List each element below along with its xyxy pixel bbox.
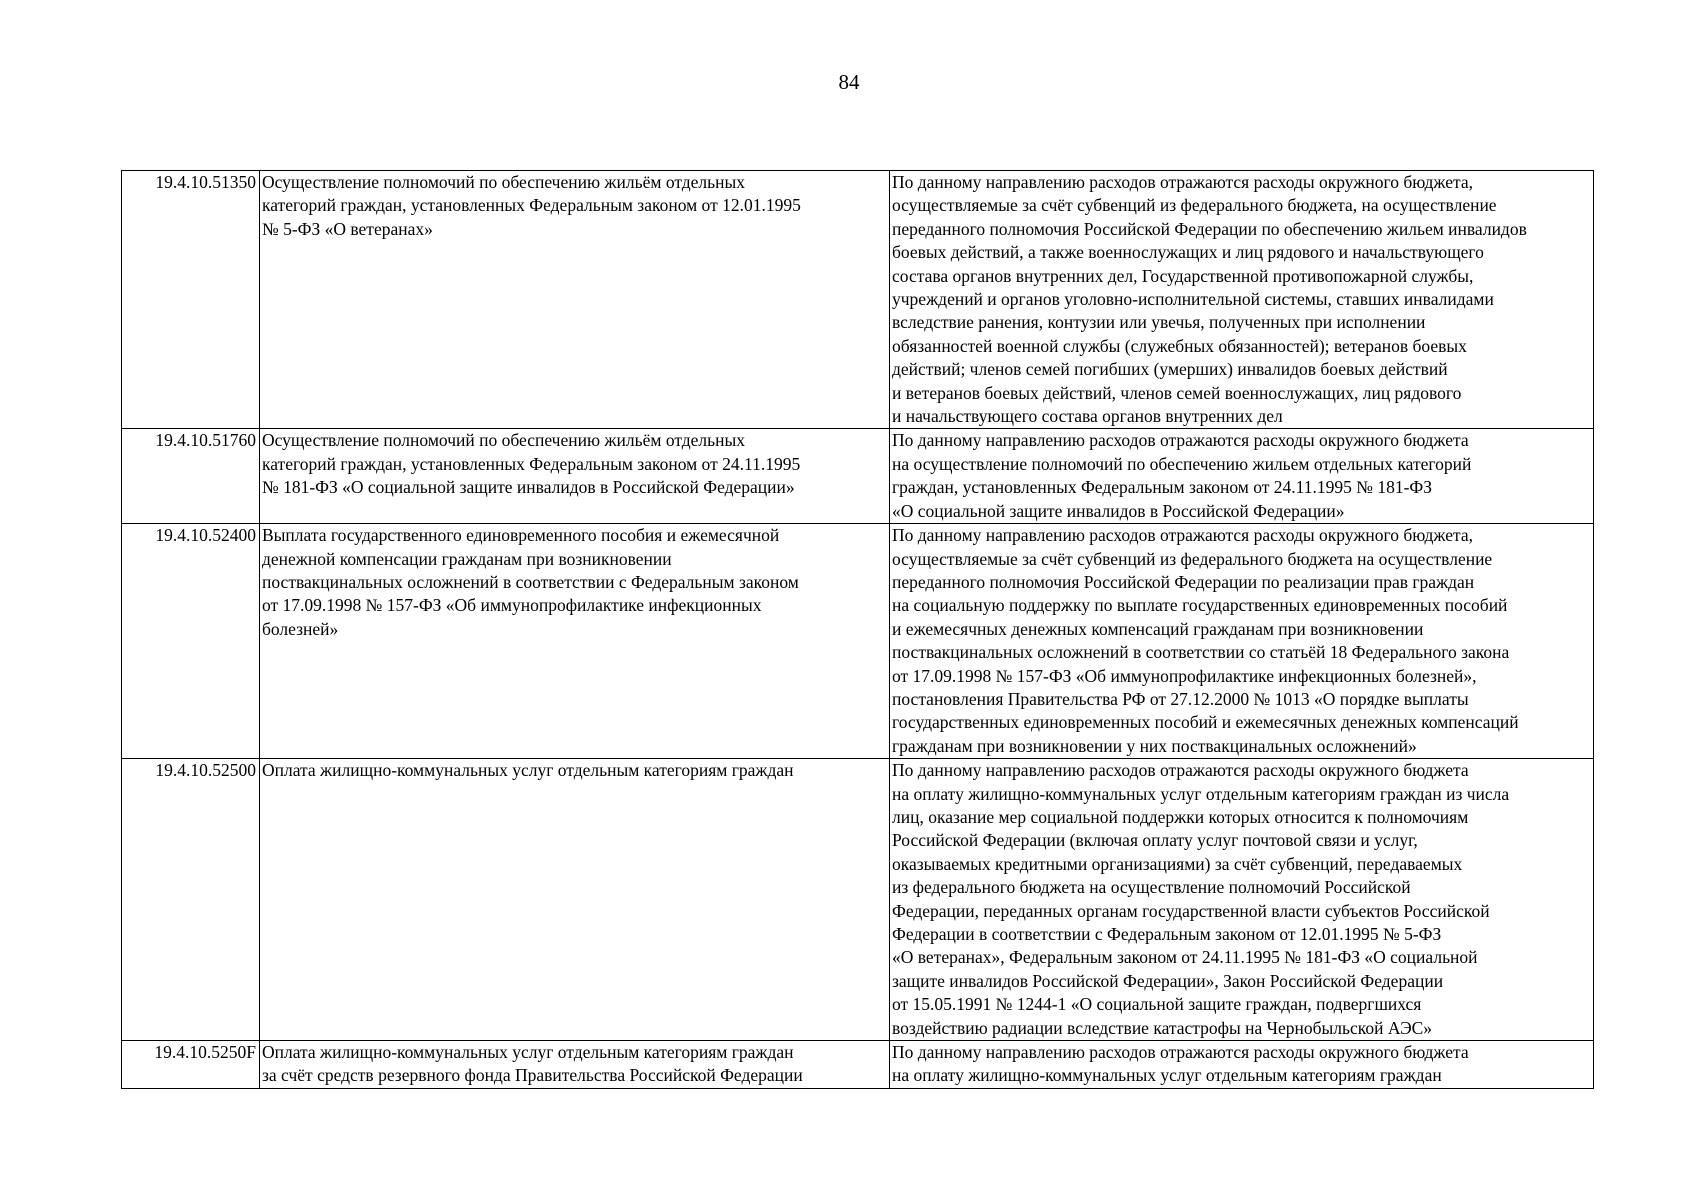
row-code-cell: 19.4.10.51760	[122, 429, 260, 524]
name-line: болезней»	[262, 618, 339, 639]
description-line: По данному направлению расходов отражаются расходы окружного бюджета,	[892, 172, 1474, 192]
description-line: от 17.09.1998 № 157-ФЗ «Об иммунопрофилактике инфекционных болезней»,	[892, 665, 1477, 686]
description-line: состава органов внутренних дел, Государственной противопожарной службы,	[892, 265, 1474, 286]
description-line: «О социальной защите инвалидов в Российской Федерации»	[892, 500, 1345, 521]
description-line: гражданам при возникновении у них поствакцинальных осложнений»	[892, 735, 1417, 756]
description-line: на осуществление полномочий по обеспечению жильем отдельных категорий	[892, 453, 1472, 474]
row-name-cell	[260, 524, 890, 759]
row-description-cell	[890, 524, 1594, 759]
description-line: граждан, установленных Федеральным законом от 24.11.1995 № 181-ФЗ	[892, 477, 1433, 498]
description-line: государственных единовременных пособий и ежемесячных денежных компенсаций	[892, 712, 1519, 733]
description-line: переданного полномочия Российской Федерации по реализации прав граждан	[892, 571, 1475, 592]
description-line: По данному направлению расходов отражаются расходы окружного бюджета	[892, 430, 1469, 451]
description-line: воздействию радиации вследствие катастрофы на Чернобыльской АЭС»	[892, 1017, 1433, 1038]
name-line: Оплата жилищно-коммунальных услуг отдельным категориям граждан	[262, 1042, 794, 1063]
description-line: осуществляемые за счёт субвенций из федерального бюджета, на осуществление	[892, 195, 1497, 216]
description-line: вследствие ранения, контузии или увечья, полученных при исполнении	[892, 312, 1426, 333]
row-name-cell	[260, 1041, 890, 1089]
name-line: денежной компенсации гражданам при возникновении	[262, 548, 672, 569]
table-row	[122, 1041, 1594, 1089]
table-row	[122, 171, 1594, 429]
name-line: Осуществление полномочий по обеспечению жильём отдельных	[262, 172, 746, 192]
table-row	[122, 429, 1594, 524]
table-row	[122, 524, 1594, 759]
row-description-cell	[890, 1041, 1594, 1089]
description-line: на оплату жилищно-коммунальных услуг отдельным категориям граждан из числа	[892, 783, 1510, 804]
row-name-cell	[260, 429, 890, 524]
name-line: № 5-ФЗ «О ветеранах»	[262, 218, 433, 239]
row-description-cell	[890, 171, 1594, 429]
row-description-cell	[890, 429, 1594, 524]
description-line: действий; членов семей погибших (умерших) инвалидов боевых действий	[892, 359, 1448, 380]
description-line: Российской Федерации (включая оплату услуг почтовой связи и услуг,	[892, 830, 1418, 851]
description-line: По данному направлению расходов отражаются расходы окружного бюджета,	[892, 525, 1474, 546]
row-description-cell	[890, 759, 1594, 1041]
row-code-cell: 19.4.10.5250F	[122, 1041, 260, 1089]
row-name-cell	[260, 759, 890, 1041]
description-line: поствакцинальных осложнений в соответствии со статьёй 18 Федерального закона	[892, 642, 1510, 663]
name-line: категорий граждан, установленных Федеральным законом от 24.11.1995	[262, 453, 801, 474]
description-line: «О ветеранах», Федеральным законом от 24.11.1995 № 181-ФЗ «О социальной	[892, 947, 1478, 968]
description-line: защите инвалидов Российской Федерации», Закон Российской Федерации	[892, 970, 1444, 991]
row-code-cell: 19.4.10.51350	[122, 171, 260, 429]
description-line: По данному направлению расходов отражаются расходы окружного бюджета	[892, 1042, 1469, 1063]
name-line: Осуществление полномочий по обеспечению жильём отдельных	[262, 430, 746, 451]
name-line: за счёт средств резервного фонда Правительства Российской Федерации	[262, 1065, 803, 1086]
description-line: на оплату жилищно-коммунальных услуг отдельным категориям граждан	[892, 1065, 1442, 1086]
description-line: лиц, оказание мер социальной поддержки которых относится к полномочиям	[892, 806, 1469, 827]
table-row	[122, 759, 1594, 1041]
description-line: По данному направлению расходов отражаются расходы окружного бюджета	[892, 760, 1469, 781]
name-line: Оплата жилищно-коммунальных услуг отдельным категориям граждан	[262, 760, 794, 781]
description-line: и ежемесячных денежных компенсаций гражданам при возникновении	[892, 618, 1424, 639]
description-line: от 15.05.1991 № 1244-1 «О социальной защите граждан, подвергшихся	[892, 994, 1422, 1015]
description-line: оказываемых кредитными организациями) за счёт субвенций, передаваемых	[892, 853, 1463, 874]
description-line: переданного полномочия Российской Федерации по обеспечению жильем инвалидов	[892, 218, 1527, 239]
description-line: Федерации в соответствии с Федеральным законом от 12.01.1995 № 5-ФЗ	[892, 924, 1442, 944]
description-line: Федерации, переданных органам государственной власти субъектов Российской	[892, 900, 1490, 921]
description-line: постановления Правительства РФ от 27.12.2000 № 1013 «О порядке выплаты	[892, 688, 1469, 709]
description-line: из федерального бюджета на осуществление полномочий Российской	[892, 877, 1411, 898]
table-body	[122, 171, 1594, 1089]
description-line: обязанностей военной службы (служебных обязанностей); ветеранов боевых	[892, 335, 1467, 356]
name-line: поствакцинальных осложнений в соответствии с Федеральным законом	[262, 571, 799, 592]
name-line: Выплата государственного единовременного пособия и ежемесячной	[262, 525, 780, 546]
description-line: боевых действий, а также военнослужащих и лиц рядового и начальствующего	[892, 242, 1484, 263]
name-line: категорий граждан, установленных Федеральным законом от 12.01.1995	[262, 195, 801, 216]
description-line: и ветеранов боевых действий, членов семей военнослужащих, лиц рядового	[892, 382, 1462, 403]
page-number: 84	[838, 70, 860, 94]
description-line: учреждений и органов уголовно-исполнительной системы, ставших инвалидами	[892, 289, 1494, 310]
budget-classification-table	[121, 170, 1594, 1089]
name-line: № 181-ФЗ «О социальной защите инвалидов в Российской Федерации»	[262, 477, 795, 498]
description-line: и начальствующего состава органов внутренних дел	[892, 406, 1283, 427]
row-name-cell	[260, 171, 890, 429]
description-line: осуществляемые за счёт субвенций из федерального бюджета на осуществление	[892, 548, 1493, 569]
row-code-cell: 19.4.10.52500	[122, 759, 260, 1041]
row-code-cell: 19.4.10.52400	[122, 524, 260, 759]
description-line: на социальную поддержку по выплате государственных единовременных пособий	[892, 595, 1508, 616]
name-line: от 17.09.1998 № 157-ФЗ «Об иммунопрофилактике инфекционных	[262, 595, 762, 616]
